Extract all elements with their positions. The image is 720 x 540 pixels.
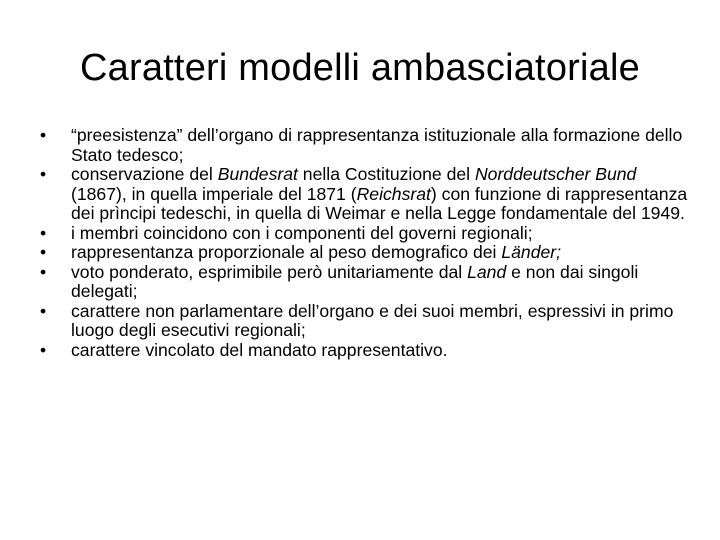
italic-term: Land — [467, 261, 507, 282]
text-run: conservazione del — [71, 164, 218, 184]
text-run: ) con funzione di rappresentanza dei prìncipi tedeschi, in quella di Weimar e nella Legge fondamentale del 1949. — [71, 183, 688, 223]
bullet-text — [71, 223, 533, 243]
italic-term: Reichsrat — [356, 183, 431, 204]
bullet-item — [40, 224, 695, 244]
bullet-list — [40, 126, 695, 360]
text-run: i membri coincidono con i componenti del governi regionali; — [71, 222, 533, 243]
bullet-text — [71, 242, 561, 262]
bullet-text — [71, 262, 638, 302]
text-run: carattere vincolato del mandato rappresentativo. — [71, 339, 448, 360]
text-run: (1867), in quella imperiale del 1871 ( — [71, 183, 357, 204]
bullet-text — [71, 164, 687, 223]
text-run: nella Costituzione del — [297, 164, 475, 184]
bullet-text — [71, 301, 673, 341]
text-run: carattere non parlamentare dell’organo e dei suoi membri, espressivi in primo luogo degli esecutivi regionali; — [71, 300, 674, 340]
bullet-item — [40, 263, 695, 302]
bullet-marker: • — [40, 300, 47, 321]
italic-term: Bundesrat — [217, 164, 298, 184]
bullet-text — [71, 340, 448, 360]
bullet-text — [71, 125, 682, 165]
text-run: voto ponderato, esprimibile però unitariamente dal — [71, 261, 468, 282]
bullet-marker: • — [40, 339, 47, 360]
bullet-item — [40, 126, 695, 165]
bullet-marker: • — [40, 261, 47, 282]
text-run: “preesistenza” dell’organo di rappresentanza istituzionale alla formazione dello Stato tedesco; — [71, 125, 683, 165]
bullet-marker: • — [40, 125, 47, 145]
bullet-marker: • — [40, 164, 47, 184]
text-run: e non dai singoli delegati; — [71, 261, 639, 301]
slide-title: Caratteri modelli ambasciatoriale — [80, 47, 640, 89]
bullet-marker: • — [40, 222, 47, 243]
bullet-item — [40, 302, 695, 341]
bullet-item — [40, 341, 695, 361]
bullet-item — [40, 165, 695, 224]
italic-term: Norddeutscher Bund — [474, 164, 637, 184]
bullet-marker: • — [40, 242, 47, 262]
bullet-item — [40, 243, 695, 263]
italic-term: Länder; — [501, 242, 562, 262]
text-run: rappresentanza proporzionale al peso demografico dei — [71, 242, 502, 262]
